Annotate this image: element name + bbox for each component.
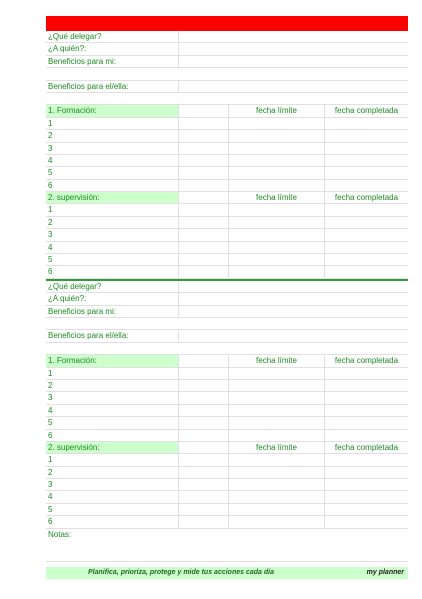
table-row xyxy=(46,368,408,380)
fecha-limite-cell[interactable] xyxy=(228,254,324,265)
table-row xyxy=(46,254,408,266)
fecha-completada-cell[interactable] xyxy=(324,167,408,178)
table-row xyxy=(46,405,408,417)
fecha-completada-cell[interactable] xyxy=(324,118,408,129)
row-number: 6 xyxy=(48,430,53,440)
fecha-completada-header: fecha completada xyxy=(324,442,408,453)
a-quien-field[interactable] xyxy=(178,43,408,54)
task-cell[interactable] xyxy=(178,405,228,416)
row-number: 2 xyxy=(48,380,53,390)
fecha-completada-cell[interactable] xyxy=(324,417,408,428)
table-row xyxy=(46,229,408,241)
supervision-header-row xyxy=(46,192,408,204)
task-cell[interactable] xyxy=(178,479,228,490)
fecha-limite-cell[interactable] xyxy=(228,266,324,277)
delegation-block-2 xyxy=(46,281,408,529)
task-cell[interactable] xyxy=(178,368,228,379)
task-cell[interactable] xyxy=(178,467,228,478)
fecha-completada-cell[interactable] xyxy=(324,454,408,465)
fecha-limite-header: fecha límite xyxy=(228,192,324,203)
task-cell[interactable] xyxy=(178,229,228,240)
row-number: 3 xyxy=(48,230,53,240)
que-delegar-field[interactable] xyxy=(178,281,408,292)
formacion-header-row xyxy=(46,355,408,367)
table-row xyxy=(46,467,408,479)
row-number: 1 xyxy=(48,455,53,465)
fecha-completada-cell[interactable] xyxy=(324,180,408,191)
task-cell[interactable] xyxy=(178,516,228,527)
row-number: 4 xyxy=(48,405,53,415)
fecha-completada-cell[interactable] xyxy=(324,130,408,141)
formacion-title: 1. Formación: xyxy=(46,355,178,366)
fecha-limite-cell[interactable] xyxy=(228,118,324,129)
row-number: 2 xyxy=(48,131,53,141)
beneficios-el-field[interactable] xyxy=(178,81,408,92)
blank-row xyxy=(46,93,408,105)
table-row xyxy=(46,242,408,254)
beneficios-mi-row xyxy=(46,306,408,318)
fecha-completada-cell[interactable] xyxy=(324,405,408,416)
fecha-limite-cell[interactable] xyxy=(228,130,324,141)
table-row xyxy=(46,217,408,229)
row-number: 5 xyxy=(48,168,53,178)
que-delegar-field[interactable] xyxy=(178,31,408,42)
fecha-limite-cell[interactable] xyxy=(228,405,324,416)
fecha-limite-cell[interactable] xyxy=(228,204,324,215)
fecha-limite-cell[interactable] xyxy=(228,155,324,166)
fecha-limite-cell[interactable] xyxy=(228,242,324,253)
fecha-completada-cell[interactable] xyxy=(324,143,408,154)
row-number: 6 xyxy=(48,180,53,190)
fecha-completada-header: fecha completada xyxy=(324,355,408,366)
table-row xyxy=(46,491,408,503)
table-row xyxy=(46,118,408,130)
task-cell[interactable] xyxy=(178,217,228,228)
beneficios-el-label: Beneficios para el/ella: xyxy=(48,81,129,91)
table-row xyxy=(46,266,408,278)
notes-label: Notas: xyxy=(48,529,72,539)
table-row xyxy=(46,430,408,442)
table-row xyxy=(46,516,408,528)
task-cell[interactable] xyxy=(178,266,228,277)
formacion-title: 1. Formación: xyxy=(46,105,178,116)
beneficios-mi-label: Beneficios para mi: xyxy=(48,56,117,66)
table-row xyxy=(46,143,408,155)
beneficios-el-row xyxy=(46,330,408,342)
task-cell[interactable] xyxy=(178,504,228,515)
fecha-limite-header: fecha límite xyxy=(228,442,324,453)
footer-brand: my planner xyxy=(366,569,404,576)
task-cell[interactable] xyxy=(178,155,228,166)
a-quien-label: ¿A quién?: xyxy=(48,294,87,304)
fecha-completada-cell[interactable] xyxy=(324,254,408,265)
fecha-limite-cell[interactable] xyxy=(228,516,324,527)
table-row xyxy=(46,204,408,216)
row-number: 4 xyxy=(48,155,53,165)
header-bar xyxy=(46,16,408,31)
fecha-limite-header: fecha límite xyxy=(228,105,324,116)
fecha-limite-cell[interactable] xyxy=(228,229,324,240)
row-number: 5 xyxy=(48,504,53,514)
fecha-limite-cell[interactable] xyxy=(228,368,324,379)
fecha-completada-cell[interactable] xyxy=(324,204,408,215)
spacer-cell xyxy=(178,442,228,453)
beneficios-el-row xyxy=(46,81,408,93)
row-number: 3 xyxy=(48,393,53,403)
table-row xyxy=(46,454,408,466)
table-row xyxy=(46,479,408,491)
row-number: 4 xyxy=(48,492,53,502)
a-quien-label: ¿A quién?: xyxy=(48,44,87,54)
que-delegar-label: ¿Qué delegar? xyxy=(48,281,102,291)
task-cell[interactable] xyxy=(178,204,228,215)
beneficios-mi-field[interactable] xyxy=(178,306,408,317)
fecha-limite-header: fecha límite xyxy=(228,355,324,366)
fecha-completada-cell[interactable] xyxy=(324,430,408,441)
row-number: 2 xyxy=(48,217,53,227)
fecha-limite-cell[interactable] xyxy=(228,491,324,502)
fecha-completada-cell[interactable] xyxy=(324,491,408,502)
blank-row xyxy=(46,343,408,355)
task-cell[interactable] xyxy=(178,491,228,502)
fecha-limite-cell[interactable] xyxy=(228,454,324,465)
delegation-sheet xyxy=(46,16,408,562)
fecha-limite-cell[interactable] xyxy=(228,504,324,515)
fecha-completada-cell[interactable] xyxy=(324,392,408,403)
task-cell[interactable] xyxy=(178,242,228,253)
fecha-limite-cell[interactable] xyxy=(228,467,324,478)
blank-row xyxy=(46,68,408,80)
table-row xyxy=(46,155,408,167)
task-cell[interactable] xyxy=(178,430,228,441)
row-number: 1 xyxy=(48,368,53,378)
fecha-completada-cell[interactable] xyxy=(324,516,408,527)
supervision-title: 2. supervisión: xyxy=(46,192,178,203)
fecha-completada-header: fecha completada xyxy=(324,105,408,116)
fecha-limite-cell[interactable] xyxy=(228,392,324,403)
row-number: 5 xyxy=(48,255,53,265)
fecha-completada-cell[interactable] xyxy=(324,380,408,391)
footer-bar xyxy=(46,567,408,579)
table-row xyxy=(46,167,408,179)
row-number: 1 xyxy=(48,118,53,128)
fecha-completada-header: fecha completada xyxy=(324,192,408,203)
delegation-block-1 xyxy=(46,31,408,279)
task-cell[interactable] xyxy=(178,167,228,178)
beneficios-el-label: Beneficios para el/ella: xyxy=(48,331,129,341)
fecha-limite-cell[interactable] xyxy=(228,180,324,191)
a-quien-field[interactable] xyxy=(178,293,408,304)
a-quien-row xyxy=(46,293,408,305)
row-number: 1 xyxy=(48,205,53,215)
fecha-limite-cell[interactable] xyxy=(228,167,324,178)
a-quien-row xyxy=(46,43,408,55)
fecha-completada-cell[interactable] xyxy=(324,467,408,478)
fecha-limite-cell[interactable] xyxy=(228,217,324,228)
task-cell[interactable] xyxy=(178,118,228,129)
task-cell[interactable] xyxy=(178,254,228,265)
fecha-completada-cell[interactable] xyxy=(324,504,408,515)
table-row xyxy=(46,392,408,404)
fecha-completada-cell[interactable] xyxy=(324,266,408,277)
task-cell[interactable] xyxy=(178,454,228,465)
task-cell[interactable] xyxy=(178,180,228,191)
fecha-limite-cell[interactable] xyxy=(228,143,324,154)
task-cell[interactable] xyxy=(178,130,228,141)
row-number: 4 xyxy=(48,242,53,252)
beneficios-mi-row xyxy=(46,56,408,68)
spacer-cell xyxy=(178,105,228,116)
fecha-limite-cell[interactable] xyxy=(228,479,324,490)
table-row xyxy=(46,180,408,192)
footer-tagline: Planifica, prioriza, protege y mide tus acciones cada día xyxy=(88,569,274,576)
table-row xyxy=(46,504,408,516)
spacer-cell xyxy=(178,355,228,366)
fecha-completada-cell[interactable] xyxy=(324,368,408,379)
supervision-header-row xyxy=(46,442,408,454)
notes-area[interactable] xyxy=(46,529,408,562)
row-number: 2 xyxy=(48,467,53,477)
row-number: 3 xyxy=(48,143,53,153)
fecha-completada-cell[interactable] xyxy=(324,242,408,253)
spacer-cell xyxy=(178,192,228,203)
fecha-completada-cell[interactable] xyxy=(324,155,408,166)
task-cell[interactable] xyxy=(178,380,228,391)
fecha-completada-cell[interactable] xyxy=(324,229,408,240)
beneficios-mi-label: Beneficios para mi: xyxy=(48,306,117,316)
que-delegar-row xyxy=(46,281,408,293)
beneficios-el-field[interactable] xyxy=(178,330,408,341)
row-number: 6 xyxy=(48,517,53,527)
formacion-header-row xyxy=(46,105,408,117)
table-row xyxy=(46,130,408,142)
row-number: 3 xyxy=(48,480,53,490)
fecha-completada-cell[interactable] xyxy=(324,217,408,228)
blank-row xyxy=(46,318,408,330)
row-number: 5 xyxy=(48,418,53,428)
table-row xyxy=(46,380,408,392)
task-cell[interactable] xyxy=(178,143,228,154)
fecha-limite-cell[interactable] xyxy=(228,380,324,391)
que-delegar-label: ¿Qué delegar? xyxy=(48,32,102,41)
fecha-limite-cell[interactable] xyxy=(228,417,324,428)
row-number: 6 xyxy=(48,267,53,277)
supervision-title: 2. supervisión: xyxy=(46,442,178,453)
table-row xyxy=(46,417,408,429)
task-cell[interactable] xyxy=(178,417,228,428)
fecha-limite-cell[interactable] xyxy=(228,430,324,441)
task-cell[interactable] xyxy=(178,392,228,403)
que-delegar-row xyxy=(46,31,408,43)
fecha-completada-cell[interactable] xyxy=(324,479,408,490)
beneficios-mi-field[interactable] xyxy=(178,56,408,67)
